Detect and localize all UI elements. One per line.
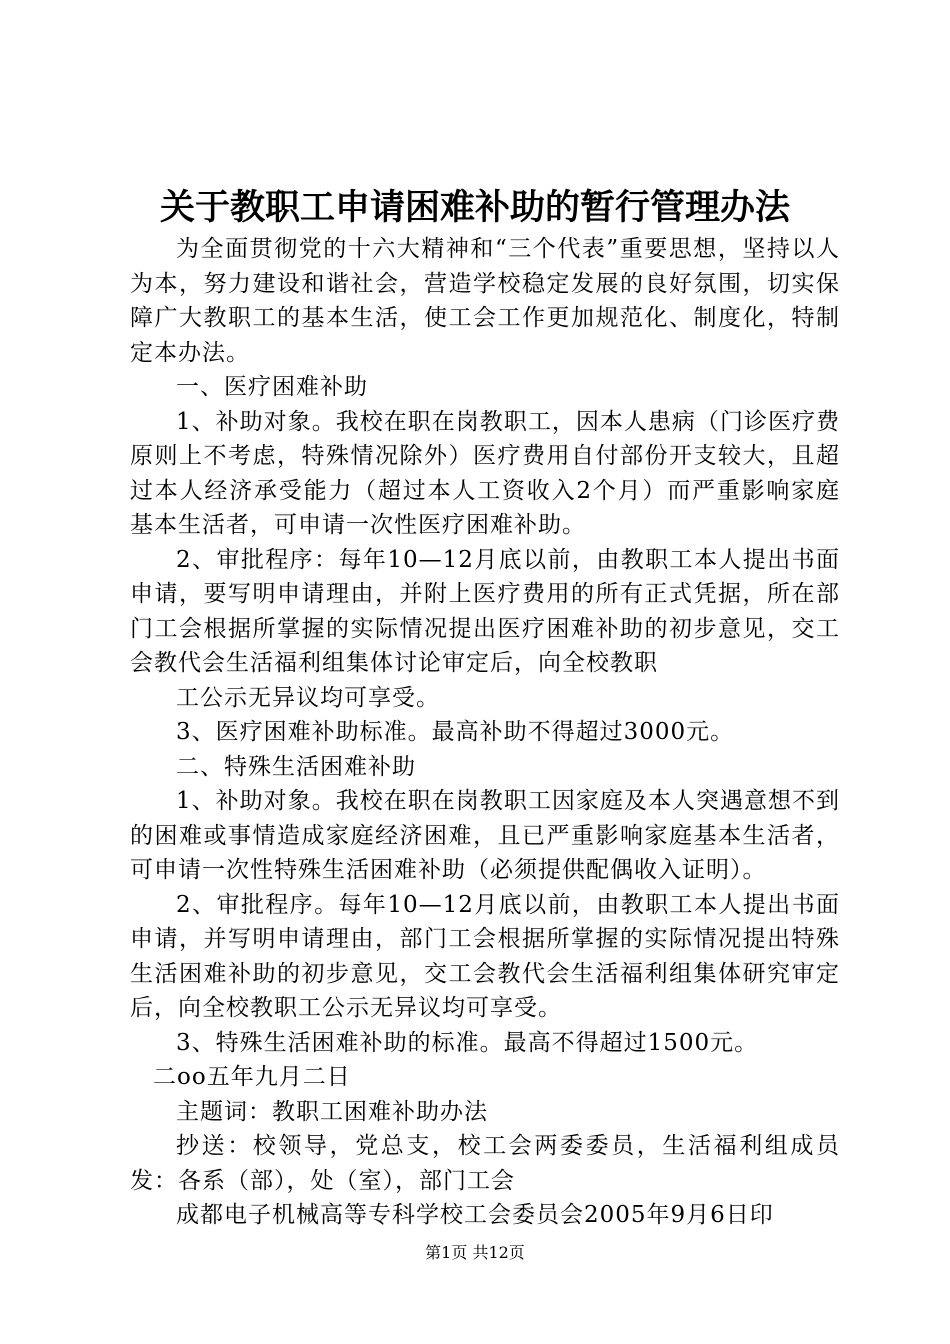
medical-subsidy-target: 1、补助对象。我校在职在岗教职工，因本人患病（门诊医疗费原则上不考虑，特殊情况除外）医疗费用自付部份开支较大，且超过本人经济承受能力（超过本人工资收入2个月）而严重影响家庭基本生活者，可申请一次性医疗困难补助。 [130, 408, 840, 538]
medical-approval-procedure-cont: 工公示无异议均可享受。 [176, 684, 440, 711]
special-subsidy-target: 1、补助对象。我校在职在岗教职工因家庭及本人突遇意想不到的困难或事情造成家庭经济困难，且已严重影响家庭基本生活者，可申请一次性特殊生活困难补助（必须提供配偶收入证明）。 [130, 788, 840, 883]
subject-keywords: 主题词：教职工困难补助办法 [176, 1098, 488, 1125]
intro-paragraph: 为全面贯彻党的十六大精神和“三个代表”重要思想，坚持以人为本，努力建设和谐社会，营造学校稳定发展的良好氛围，切实保障广大教职工的基本生活，使工会工作更加规范化、制度化，特制定本办法。 [130, 236, 840, 366]
page-indicator: 第1页 共12页 [425, 1243, 525, 1262]
distribution-list: 抄送：校领导，党总支，校工会两委委员，生活福利组成员发：各系（部），处（室），部门工会 [130, 1133, 840, 1194]
section-heading-medical: 一、医疗困难补助 [176, 374, 368, 400]
special-subsidy-standard: 3、特殊生活困难补助的标准。最高不得超过1500元。 [176, 1029, 759, 1056]
document-date: 二oo五年九月二日 [153, 1064, 351, 1090]
document-body [130, 232, 840, 1233]
section-heading-special: 二、特殊生活困难补助 [176, 753, 416, 780]
special-approval-procedure: 2、审批程序。每年10—12月底以前，由教职工本人提出书面申请，并写明申请理由，部门工会根据所掌握的实际情况提出特殊生活困难补助的初步意见，交工会教代会生活福利组集体研究审定后，向全校教职工公示无异议均可享受。 [130, 891, 840, 1021]
medical-approval-procedure: 2、审批程序：每年10—12月底以前，由教职工本人提出书面申请，要写明申请理由，并附上医疗费用的所有正式凭据，所在部门工会根据所掌握的实际情况提出医疗困难补助的初步意见，交工会教代会生活福利组集体讨论审定后，向全校教职 [130, 546, 840, 676]
issuer-line: 成都电子机械高等专科学校工会委员会2005年9月6日印 [176, 1202, 774, 1228]
document-title: 关于教职工申请困难补助的暂行管理办法 [159, 187, 790, 228]
medical-subsidy-standard: 3、医疗困难补助标准。最高补助不得超过3000元。 [176, 719, 735, 745]
